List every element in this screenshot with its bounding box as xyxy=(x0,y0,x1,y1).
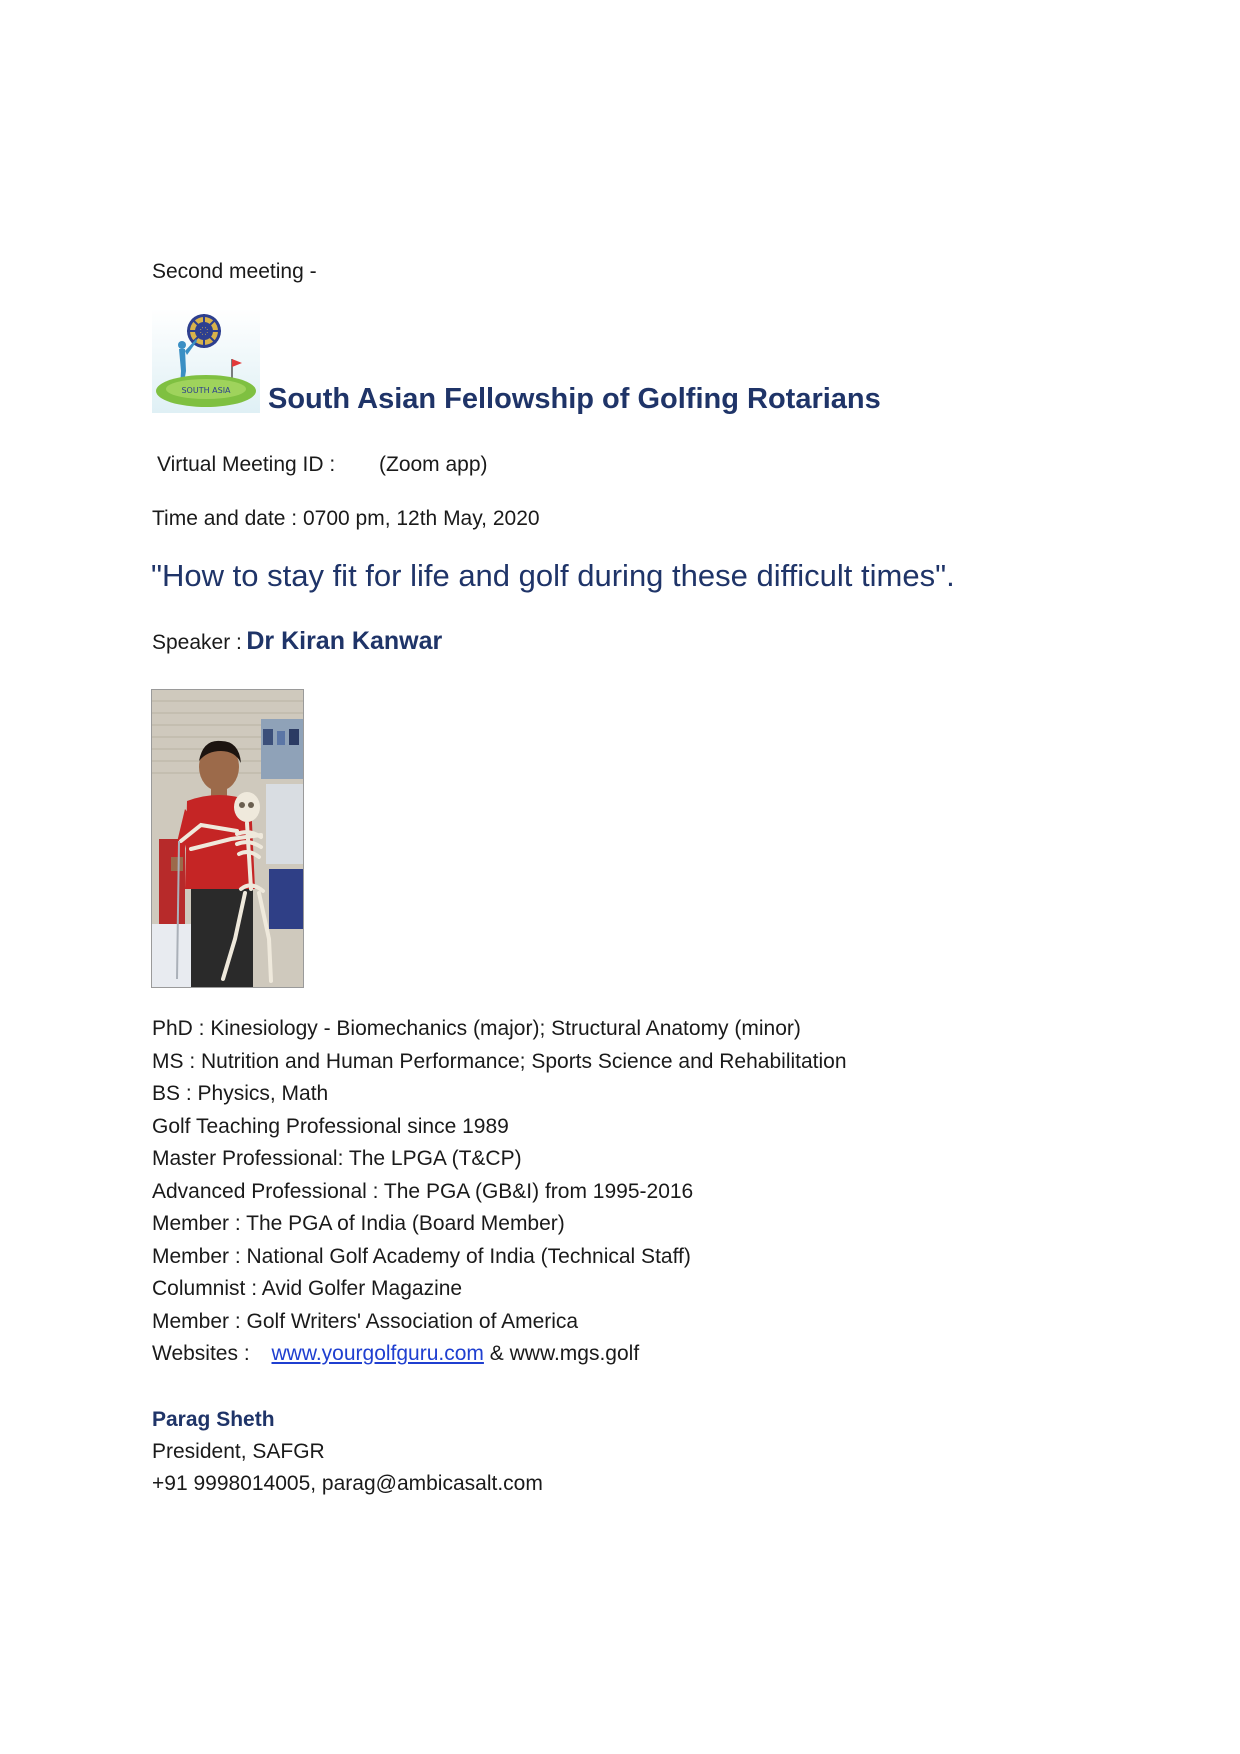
contact-role: President, SAFGR xyxy=(152,1440,325,1463)
contact-phone-email: +91 9998014005, parag@ambicasalt.com xyxy=(152,1472,543,1495)
credential-item: PhD : Kinesiology - Biomechanics (major); Structural Anatomy (minor) xyxy=(152,1017,801,1040)
credential-item: MS : Nutrition and Human Performance; Sports Science and Rehabilitation xyxy=(152,1049,847,1073)
speaker-photo xyxy=(151,689,304,988)
websites-line xyxy=(152,1338,847,1371)
website-link-yourgolfguru[interactable]: www.yourgolfguru.com xyxy=(271,1342,484,1365)
credential-item: Member : National Golf Academy of India (Technical Staff) xyxy=(152,1244,691,1268)
contact-name: Parag Sheth xyxy=(152,1408,275,1431)
speaker-line xyxy=(152,627,442,656)
contact-block xyxy=(152,1404,543,1500)
meeting-id-label: Virtual Meeting ID : xyxy=(157,453,336,476)
website-mgs: www.mgs.golf xyxy=(509,1342,640,1365)
speaker-name: Dr Kiran Kanwar xyxy=(246,627,443,655)
speaker-label: Speaker : xyxy=(152,631,242,654)
credentials-list xyxy=(152,1013,847,1371)
intro-text: Second meeting - xyxy=(152,260,317,283)
credential-item: Golf Teaching Professional since 1989 xyxy=(152,1114,509,1138)
credential-item: Advanced Professional : The PGA (GB&I) from 1995-2016 xyxy=(152,1179,694,1203)
rotary-golf-logo xyxy=(152,309,260,413)
org-title: South Asian Fellowship of Golfing Rotarians xyxy=(268,383,881,415)
credential-item: Master Professional: The LPGA (T&CP) xyxy=(152,1147,522,1170)
credential-item: Member : The PGA of India (Board Member) xyxy=(152,1212,565,1235)
logo-text: SOUTH ASIA xyxy=(181,386,231,395)
talk-title: "How to stay fit for life and golf during these difficult times". xyxy=(151,558,955,593)
time-date: Time and date : 0700 pm, 12th May, 2020 xyxy=(152,507,540,530)
websites-separator: & xyxy=(489,1342,504,1365)
meeting-id-value: (Zoom app) xyxy=(379,453,488,476)
credential-item: Member : Golf Writers' Association of America xyxy=(152,1309,579,1333)
credential-item: Columnist : Avid Golfer Magazine xyxy=(152,1277,463,1300)
credential-item: BS : Physics, Math xyxy=(152,1082,329,1105)
websites-label: Websites : xyxy=(152,1342,250,1365)
